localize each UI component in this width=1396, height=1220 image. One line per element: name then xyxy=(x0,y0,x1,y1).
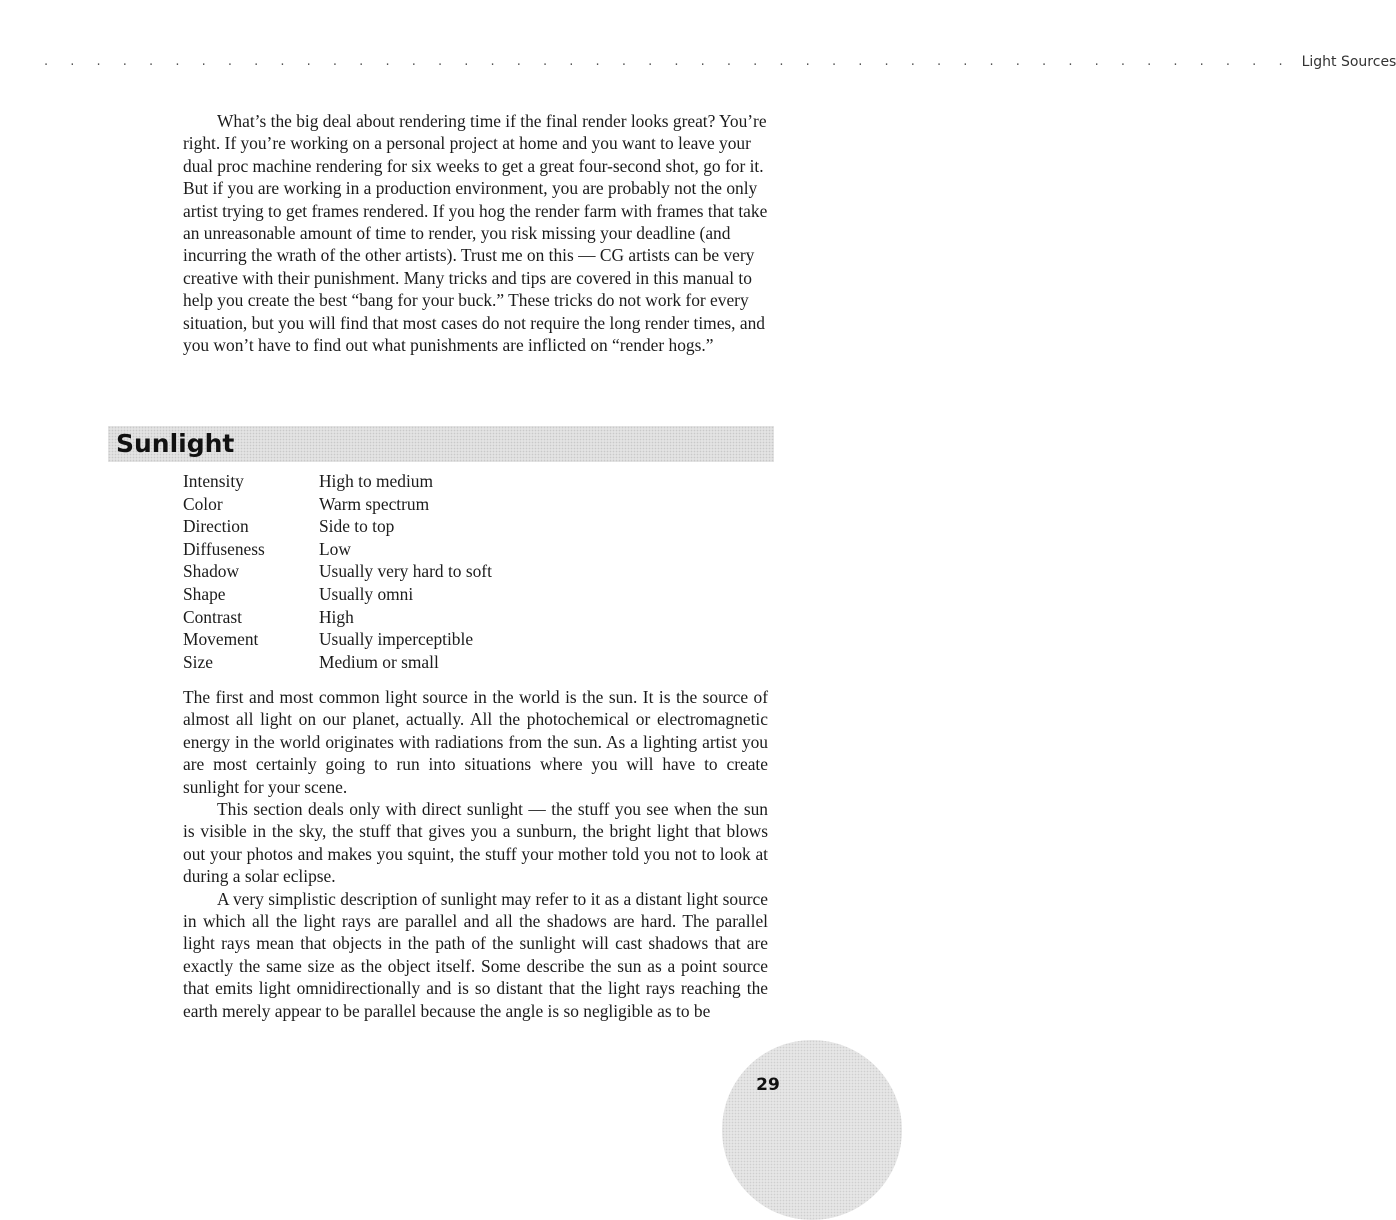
property-value: High to medium xyxy=(319,471,433,491)
property-name: Shadow xyxy=(183,561,240,582)
property-row xyxy=(183,538,492,561)
property-value: Medium or small xyxy=(319,651,439,672)
sunlight-properties-table xyxy=(183,470,492,673)
property-value: Low xyxy=(319,538,351,559)
body-paragraph: A very simplistic description of sunlight may refer to it as a distant light source in which all the light rays are parallel and all the shadows are hard. The parallel light rays mean that objects in the path of the sunlight will cast shadows that are exactly the same size as the object itself. Some describe the sun as a point source that emits light omnidirectionally and is so distant that the light rays reaching the earth merely appear to be parallel because the angle is so negligible as to be xyxy=(183,888,768,1021)
page-number: 29 xyxy=(756,1075,780,1095)
property-name: Shape xyxy=(183,583,226,604)
running-header xyxy=(44,52,1396,72)
property-row xyxy=(183,606,492,629)
property-value: Usually omni xyxy=(319,583,414,604)
property-name: Color xyxy=(183,493,223,514)
sunlight-body-text xyxy=(183,686,768,1022)
property-value: Warm spectrum xyxy=(319,493,430,514)
property-name: Contrast xyxy=(183,606,242,627)
page-corner-tab xyxy=(722,1040,902,1220)
property-name: Size xyxy=(183,651,213,672)
property-row xyxy=(183,515,492,538)
intro-section xyxy=(183,110,768,356)
property-row xyxy=(183,470,492,493)
property-name: Movement xyxy=(183,629,259,650)
property-name: Direction xyxy=(183,516,249,537)
property-row xyxy=(183,583,492,606)
property-value: Side to top xyxy=(319,516,395,537)
header-dot-leader: . . . . . . . . . . . . . . . . . . . . . . . . . . . . . . . . . . . . . . . . . . . . . . . . xyxy=(44,54,1292,69)
property-value: High xyxy=(319,606,354,627)
property-value: Usually very hard to soft xyxy=(319,561,492,582)
section-title: Sunlight xyxy=(116,429,235,458)
intro-paragraph: What’s the big deal about rendering time if the final render looks great? You’re right. If you’re working on a personal project at home and you want to leave your dual proc machine rendering for six weeks to get a great four-second shot, go for it. But if you are working in a production environment, you are probably not the only artist trying to get frames rendered. If you hog the render farm with frames that take an unreasonable amount of time to render, you risk missing your deadline (and incurring the wrath of the other artists). Trust me on this — CG artists can be very creative with their punishment. Many tricks and tips are covered in this manual to help you create the best “bang for your buck.” These tricks do not work for every situation, but you will find that most cases do not require the long render times, and you won’t have to find out what punishments are inflicted on “render hogs.” xyxy=(183,111,768,356)
property-row xyxy=(183,651,492,674)
body-paragraph: The first and most common light source in the world is the sun. It is the source of almost all light on our planet, actually. All the photochemical or electromagnetic energy in the world originates with radiations from the sun. As a lighting artist you are most certainly going to run into situations where you will have to create sunlight for your scene. xyxy=(183,687,768,797)
running-title: Light Sources xyxy=(1301,54,1396,70)
body-paragraph: This section deals only with direct sunlight — the stuff you see when the sun is visible in the sky, the stuff that gives you a sunburn, the bright light that blows out your photos and makes you squint, the stuff your mother told you not to look at during a solar eclipse. xyxy=(183,799,768,887)
property-name: Intensity xyxy=(183,471,244,491)
section-heading-bar xyxy=(108,426,774,462)
property-row xyxy=(183,628,492,651)
property-row xyxy=(183,560,492,583)
property-value: Usually imperceptible xyxy=(319,629,474,650)
property-name: Diffuseness xyxy=(183,538,265,559)
property-row xyxy=(183,493,492,516)
